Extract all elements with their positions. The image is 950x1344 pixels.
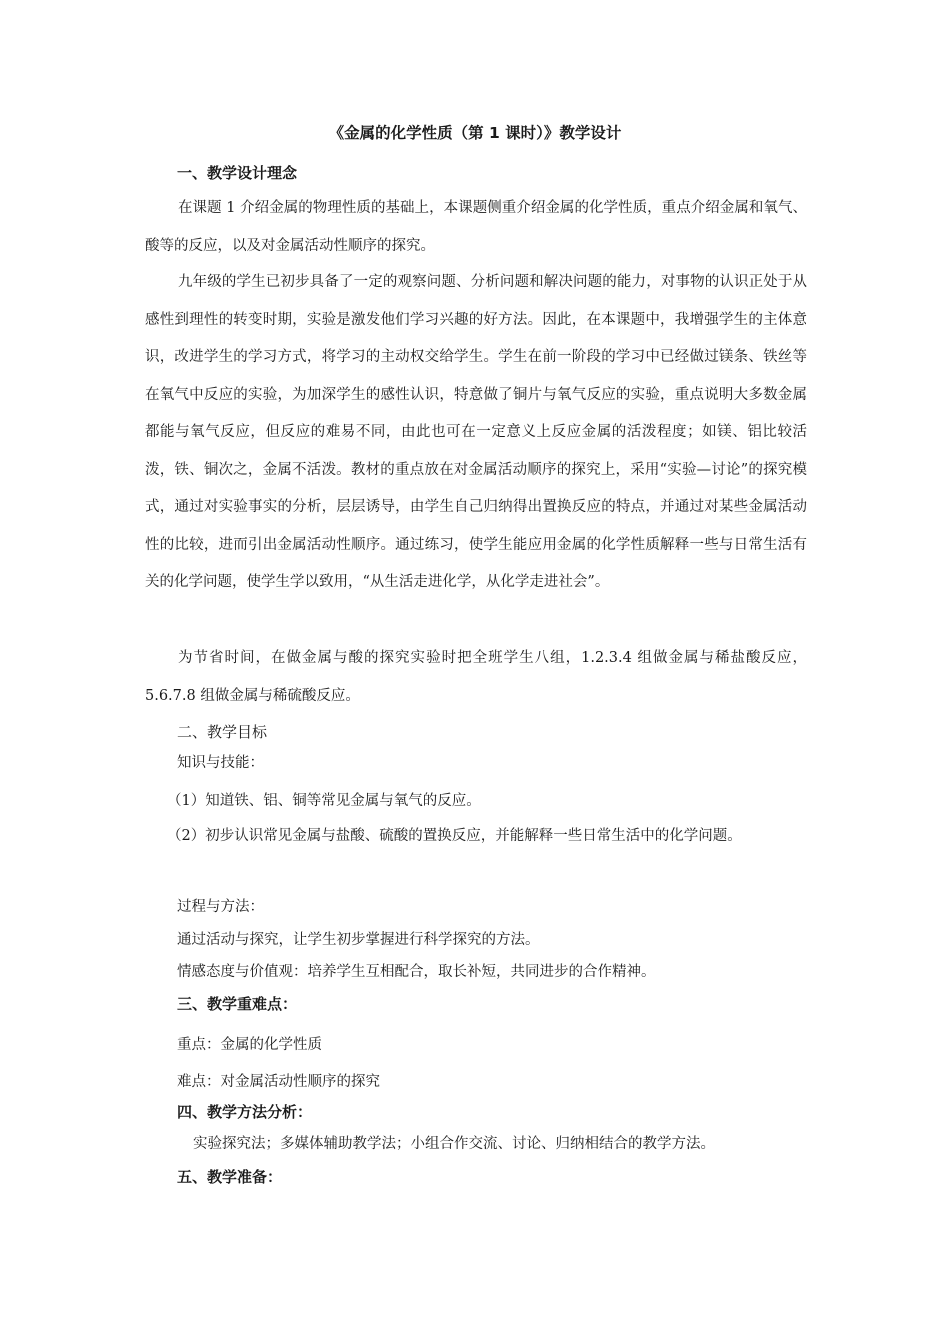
section-1-paragraph-3: 为节省时间，在做金属与酸的探究实验时把全班学生八组，1.2.3.4 组做金属与稀盐酸反应，5.6.7.8 组做金属与稀硫酸反应。 — [145, 650, 807, 704]
process-method-text: 通过活动与探究，让学生初步掌握进行科学探究的方法。 — [177, 932, 540, 948]
section-1-paragraph-1: 在课题 1 介绍金属的物理性质的基础上，本课题侧重介绍金属的化学性质，重点介绍金属和氧气、酸等的反应，以及对金属活动性顺序的探究。 — [145, 200, 807, 254]
teaching-method-text: 实验探究法；多媒体辅助教学法；小组合作交流、讨论、归纳相结合的教学方法。 — [193, 1136, 715, 1152]
section-2-heading: 二、教学目标 — [177, 723, 268, 741]
objective-item-1: （1）知道铁、铝、铜等常见金属与氧气的反应。 — [167, 793, 481, 809]
objective-item-2: （2）初步认识常见金属与盐酸、硫酸的置换反应，并能解释一些日常生活中的化学问题。 — [167, 828, 742, 844]
key-point-text: 重点：金属的化学性质 — [177, 1037, 322, 1053]
section-1-heading: 一、教学设计理念 — [177, 164, 298, 182]
section-3-heading: 三、教学重难点： — [177, 995, 298, 1013]
knowledge-skills-label: 知识与技能： — [177, 755, 264, 771]
section-4-heading: 四、教学方法分析： — [177, 1103, 313, 1121]
section-5-heading: 五、教学准备： — [177, 1168, 283, 1186]
document-title: 《金属的化学性质（第 1 课时）》教学设计 — [328, 124, 622, 142]
emotion-values-text: 情感态度与价值观：培养学生互相配合，取长补短，共同进步的合作精神。 — [177, 964, 656, 980]
process-method-label: 过程与方法： — [177, 899, 264, 915]
section-1-paragraph-2: 九年级的学生已初步具备了一定的观察问题、分析问题和解决问题的能力，对事物的认识正处于从感性到理性的转变时期，实验是激发他们学习兴趣的好方法。因此，在本课题中，我增强学生的主体意识，改进学生的学习方式，将学习的主动权交给学生。学生在前一阶段的学习中已经做过镁条、铁丝等在氧气中反应的实验，为加深学生的感性认识，特意做了铜片与氧气反应的实验，重点说明大多数金属都能与氧气反应，但反应的难易不同，由此也可在一定意义上反应金属的活泼程度；如镁、铝比较活泼，铁、铜次之，金属不活泼。教材的重点放在对金属活动顺序的探究上，采用“实验—讨论”的探究模式，通过对实验事实的分析，层层诱导，由学生自己归纳得出置换反应的特点，并通过对某些金属活动性的比较，进而引出金属活动性顺序。通过练习，使学生能应用金属的化学性质解释一些与日常生活有关的化学问题，使学生学以致用，“从生活走进化学，从化学走进社会”。 — [145, 274, 807, 590]
difficult-point-text: 难点：对金属活动性顺序的探究 — [177, 1074, 380, 1090]
